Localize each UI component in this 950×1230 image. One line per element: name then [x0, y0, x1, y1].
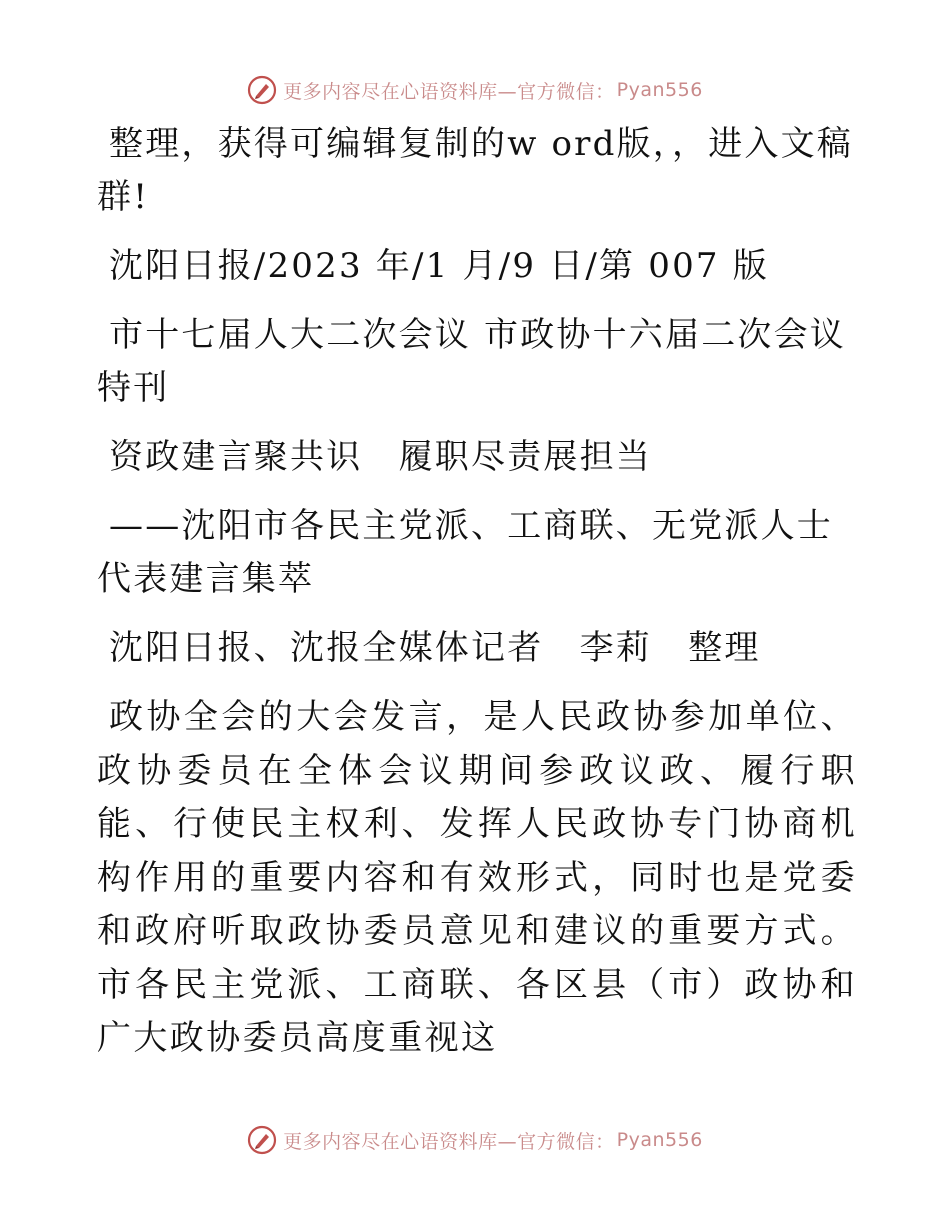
watermark-text: 更多内容尽在心语资料库—官方微信：: [283, 1130, 615, 1153]
byline: 沈阳日报、沈报全媒体记者 李莉 整理: [109, 628, 761, 668]
pen-logo-icon: [247, 1125, 277, 1155]
special-issue-title: 市十七届人大二次会议 市政协十六届二次会议特刊: [97, 315, 847, 408]
intro-paragraph: 整理，获得可编辑复制的w ord版，，进入文稿群!: [97, 124, 853, 217]
header-watermark: [0, 70, 950, 110]
source-line: 沈阳日报/2023 年/1 月/9 日/第 007 版: [109, 246, 769, 286]
watermark-wechat-id: Pyan556: [616, 79, 703, 101]
pen-logo-icon: [247, 75, 277, 105]
watermark-text: 更多内容尽在心语资料库—官方微信：: [283, 80, 615, 103]
document-body: [97, 118, 857, 1082]
footer-watermark: [0, 1120, 950, 1160]
headline: 资政建言聚共识 履职尽责展担当: [109, 437, 652, 477]
watermark-wechat-id: Pyan556: [616, 1129, 703, 1151]
subheadline: ——沈阳市各民主党派、工商联、无党派人士代表建言集萃: [97, 506, 833, 599]
body-paragraph: 政协全会的大会发言，是人民政协参加单位、政协委员在全体会议期间参政议政、履行职能、行使民主权利、发挥人民政协专门协商机构作用的重要内容和有效形式，同时也是党委和政府听取政协委员意见和建议的重要方式。市各民主党派、工商联、各区县（市）政协和广大政协委员高度重视这: [97, 697, 857, 1058]
